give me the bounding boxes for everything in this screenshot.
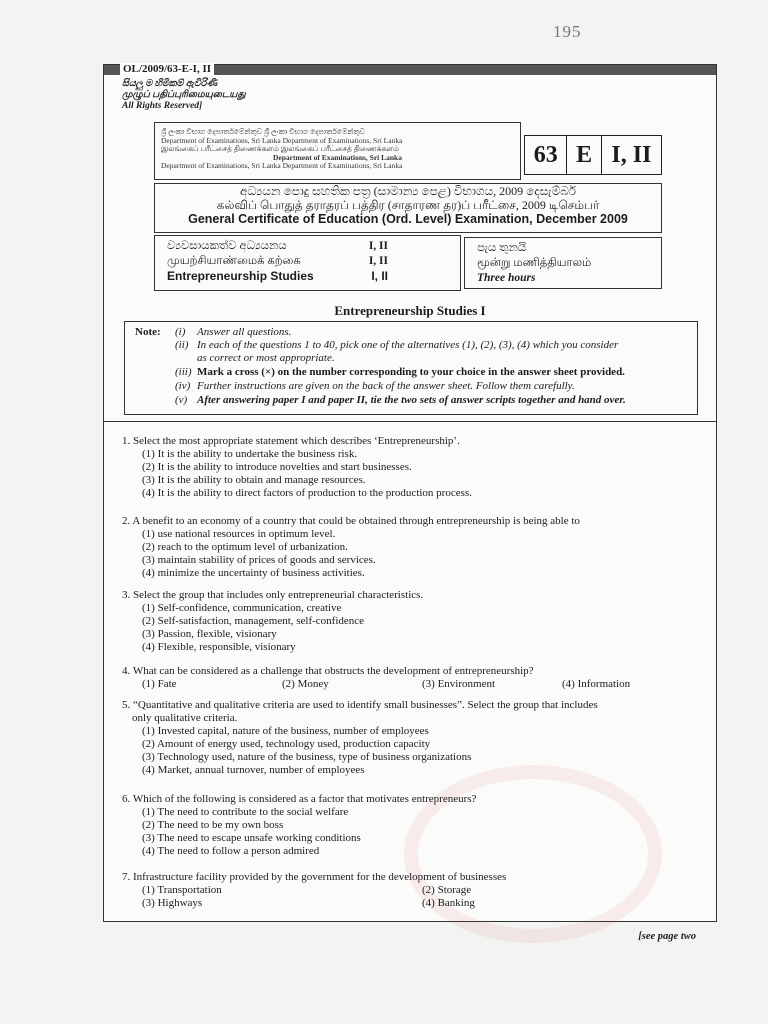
exam-title-tamil: கல்விப் பொதுத் தராதரப் பத்திர (சாதாரண தர)ப் பரீட்சை, 2009 டிசெம்பர் (216, 198, 600, 212)
subject-paper: I, II (371, 269, 388, 283)
time-tamil: மூன்று மணித்தியாலம் (477, 257, 592, 269)
rights-line: All Rights Reserved] (122, 101, 203, 111)
department-line: ශ්‍රී ලංකා විභාග දෙපාර්තමේන්තුව ශ්‍රී ලංකා විභාග දෙපාර්තමේන්තුව (161, 128, 365, 136)
time-english: Three hours (477, 272, 536, 284)
department-line: Department of Examinations, Sri Lanka (273, 152, 402, 162)
note-label: Note: (135, 326, 161, 338)
question-stem: 7. Infrastructure facility provided by the government for the development of businesses (122, 871, 507, 883)
department-line: இலங்கைப் பரீட்சைத் திணைக்களம் இலங்கைப் பரீட்சைத் திணைக்களம் (161, 144, 399, 153)
question (122, 665, 702, 691)
question-option: (3) Highways (142, 897, 203, 909)
question-option: (4) The need to follow a person admired (142, 845, 320, 857)
note-num: (i) (175, 326, 186, 338)
exam-title-english: General Certificate of Education (Ord. Level) Examination, December 2009 (188, 212, 628, 226)
time-box (464, 237, 662, 289)
question-option: (2) Self-satisfaction, management, self-confidence (142, 615, 365, 627)
rights-line: முழுப் பதிப்புரிமையுடையது (122, 90, 246, 100)
question-option: (2) The need to be my own boss (142, 819, 284, 831)
question-option: (1) It is the ability to undertake the business risk. (142, 448, 358, 460)
department-line: Department of Examinations, Sri Lanka Department of Examinations, Sri Lanka (161, 135, 403, 145)
subject-paper: I, II (368, 240, 388, 252)
exam-title-box (154, 183, 662, 233)
question-option: (3) maintain stability of prices of goods and services. (142, 554, 376, 566)
paper-code-medium: E (567, 136, 602, 174)
question (122, 435, 702, 500)
instructions-box (124, 321, 698, 415)
subject-row (155, 269, 460, 284)
question (122, 589, 702, 654)
note-text: as correct or most appropriate. (197, 352, 335, 364)
note-num: (v) (175, 394, 188, 406)
see-next-page: [see page two (638, 931, 696, 942)
question-stem: 6. Which of the following is considered as a factor that motivates entrepreneurs? (122, 793, 477, 805)
question-option: (4) Banking (422, 897, 475, 909)
paper-code-label: OL/2009/63-E-I, II (120, 63, 214, 75)
paper-code-parts: I, II (611, 141, 652, 168)
note-item (175, 326, 291, 338)
exam-paper (103, 63, 717, 942)
paper-title: Entrepreneurship Studies I (334, 303, 486, 318)
subject-row (155, 254, 460, 269)
question (122, 793, 702, 858)
note-num: (iv) (175, 380, 191, 392)
department-line: Department of Examinations, Sri Lanka Department of Examinations, Sri Lanka (161, 161, 403, 170)
department-lines (161, 128, 514, 171)
question-stem-continued: only qualitative criteria. (132, 712, 238, 724)
question-option: (1) Self-confidence, communication, creative (142, 602, 342, 614)
note-item (175, 339, 618, 351)
question-option: (4) Market, annual turnover, number of employees (142, 764, 365, 776)
note-text: After answering paper I and paper II, tie the two sets of answer scripts together and hand over. (197, 394, 626, 406)
question-options-row (122, 678, 702, 691)
question-option: (3) The need to escape unsafe working conditions (142, 832, 361, 844)
question (122, 871, 702, 910)
subject-row (155, 239, 460, 254)
question-option: (4) Flexible, responsible, visionary (142, 641, 296, 653)
question-option: (1) Transportation (142, 884, 222, 896)
question-options-row (122, 884, 702, 897)
note-item (175, 366, 625, 378)
question-option: (4) It is the ability to direct factors of production to the production process. (142, 487, 472, 499)
question-option: (2) Money (282, 678, 329, 690)
paper-code-subject: 63 (525, 136, 567, 174)
paper-code-box (524, 135, 662, 175)
question-stem: 5. “Quantitative and qualitative criteria are used to identify small businesses”. Select the group that includes (122, 699, 598, 711)
question-stem: 2. A benefit to an economy of a country that could be obtained through entrepreneurship is being able to (122, 515, 580, 527)
question-option: (2) reach to the optimum level of urbanization. (142, 541, 348, 553)
note-item (175, 352, 335, 364)
time-sinhala: පැය තුනයි (477, 242, 527, 254)
question-options-row (122, 897, 702, 910)
rights-reserved (122, 79, 246, 112)
note-item (175, 380, 575, 392)
question-stem: 3. Select the group that includes only entrepreneurial characteristics. (122, 589, 424, 601)
question-option: (1) Fate (142, 678, 177, 690)
question-option: (4) Information (562, 678, 631, 690)
question-option: (4) minimize the uncertainty of business activities. (142, 567, 365, 579)
exam-title-sinhala: අධ්‍යයන පොදු සහතික පත්‍ර (සාමාන්‍ය පෙළ) විභාගය, 2009 දෙසැම්බර් (239, 184, 577, 198)
question-option: (2) It is the ability to introduce novelties and start businesses. (142, 461, 412, 473)
question-stem: 4. What can be considered as a challenge that obstructs the development of entrepreneurship? (122, 665, 534, 677)
question-option: (3) Environment (422, 678, 496, 690)
question (122, 699, 702, 777)
divider (104, 421, 716, 422)
question-option: (2) Amount of energy used, technology used, production capacity (142, 738, 431, 750)
subject-box (154, 235, 461, 291)
note-text: Mark a cross (×) on the number corresponding to your choice in the answer sheet provided. (197, 366, 625, 378)
question-option: (1) use national resources in optimum level. (142, 528, 336, 540)
question-option: (1) Invested capital, nature of the business, number of employees (142, 725, 429, 737)
question (122, 515, 702, 580)
subject-name: முயற்சியாண்மைக் கற்கை (167, 255, 301, 267)
page-number: 195 (553, 22, 582, 41)
note-text: Further instructions are given on the back of the answer sheet. Follow them carefully. (197, 380, 575, 392)
question-option: (1) The need to contribute to the social welfare (142, 806, 349, 818)
note-text: Answer all questions. (197, 326, 292, 338)
note-num: (ii) (175, 339, 189, 351)
department-logo-box (154, 122, 521, 180)
rights-line: සියලු ම හිමිකම් ඇවිරිණි (122, 79, 218, 89)
subject-name: Entrepreneurship Studies (167, 269, 314, 283)
question-option: (2) Storage (422, 884, 472, 896)
note-item (175, 394, 626, 406)
note-num: (iii) (175, 366, 192, 378)
subject-name: ව්‍යවසායකත්ව අධ්‍යයනය (167, 240, 287, 252)
question-stem: 1. Select the most appropriate statement which describes ‘Entrepreneurship’. (122, 435, 460, 447)
question-option: (3) Technology used, nature of the business, type of business organizations (142, 751, 472, 763)
question-option: (3) It is the ability to obtain and manage resources. (142, 474, 366, 486)
question-option: (3) Passion, flexible, visionary (142, 628, 277, 640)
subject-paper: I, II (368, 255, 388, 267)
note-text: In each of the questions 1 to 40, pick one of the alternatives (1), (2), (3), (4) which you consider (197, 339, 619, 351)
